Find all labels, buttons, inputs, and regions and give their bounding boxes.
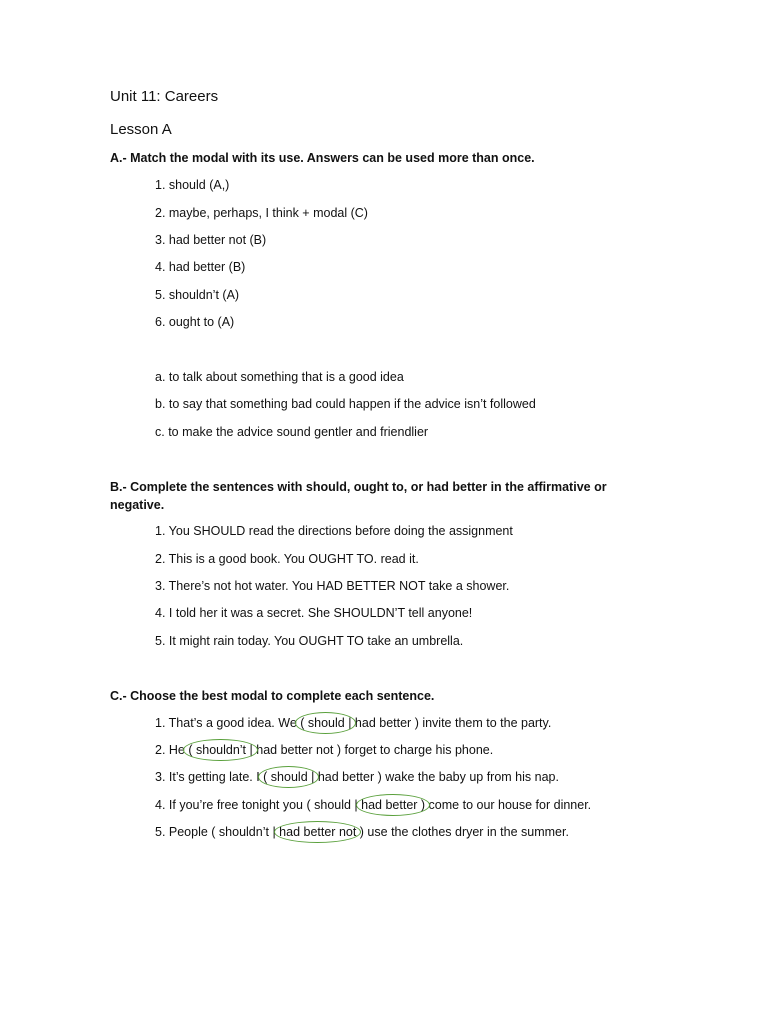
- sentence-text: had better not ) forget to charge his phone.: [252, 743, 494, 757]
- section-a-instruction: A.- Match the modal with its use. Answers can be used more than once.: [110, 151, 535, 165]
- sentence-text: ) use the clothes dryer in the summer.: [356, 825, 569, 839]
- section-a-item: 4. had better (B): [155, 260, 246, 274]
- section-b-item: 3. There’s not hot water. You HAD BETTER NOT take a shower.: [155, 579, 510, 593]
- sentence-text: had better ) wake the baby up from his nap.: [314, 770, 559, 784]
- page-title: Unit 11: Careers: [110, 88, 219, 105]
- section-c-item: [155, 798, 591, 812]
- section-c-item: [155, 716, 551, 730]
- sentence-text: 2. He: [155, 743, 189, 757]
- section-c-item: [155, 770, 559, 784]
- section-c-item: [155, 743, 493, 757]
- section-c-item: [155, 825, 569, 839]
- sentence-text: 3. It’s getting late. I: [155, 770, 264, 784]
- sentence-text: come to our house for dinner.: [425, 798, 592, 812]
- circled-answer: had better ): [361, 798, 426, 812]
- section-a-use: c. to make the advice sound gentler and friendlier: [155, 425, 429, 439]
- section-a-item: 5. shouldn’t (A): [155, 288, 240, 302]
- section-a-use: a. to talk about something that is a good idea: [155, 370, 404, 384]
- circled-answer: had better not: [279, 825, 357, 839]
- sentence-text: 5. People ( shouldn’t |: [155, 825, 280, 839]
- section-a-item: 3. had better not (B): [155, 233, 267, 247]
- circled-answer: ( should |: [300, 716, 352, 730]
- circled-answer: ( shouldn’t |: [188, 743, 253, 757]
- sentence-text: 1. That’s a good idea. We: [155, 716, 301, 730]
- section-b-item: 5. It might rain today. You OUGHT TO take an umbrella.: [155, 634, 464, 648]
- section-a-item: 1. should (A,): [155, 178, 230, 192]
- section-a-item: 2. maybe, perhaps, I think + modal (C): [155, 206, 368, 220]
- sentence-text: 4. If you’re free tonight you ( should |: [155, 798, 362, 812]
- section-b-item: 4. I told her it was a secret. She SHOULDN’T tell anyone!: [155, 606, 473, 620]
- circled-answer: ( should |: [263, 770, 315, 784]
- section-b-item: 2. This is a good book. You OUGHT TO. read it.: [155, 552, 419, 566]
- sentence-text: had better ) invite them to the party.: [351, 716, 552, 730]
- section-b-item: 1. You SHOULD read the directions before doing the assignment: [155, 524, 513, 538]
- lesson-title: Lesson A: [110, 121, 172, 138]
- section-a-item: 6. ought to (A): [155, 315, 235, 329]
- section-c-instruction: C.- Choose the best modal to complete each sentence.: [110, 689, 435, 703]
- section-a-use: b. to say that something bad could happen if the advice isn’t followed: [155, 397, 536, 411]
- section-b-instruction: B.- Complete the sentences with should, ought to, or had better in the affirmative or negative.: [110, 480, 607, 512]
